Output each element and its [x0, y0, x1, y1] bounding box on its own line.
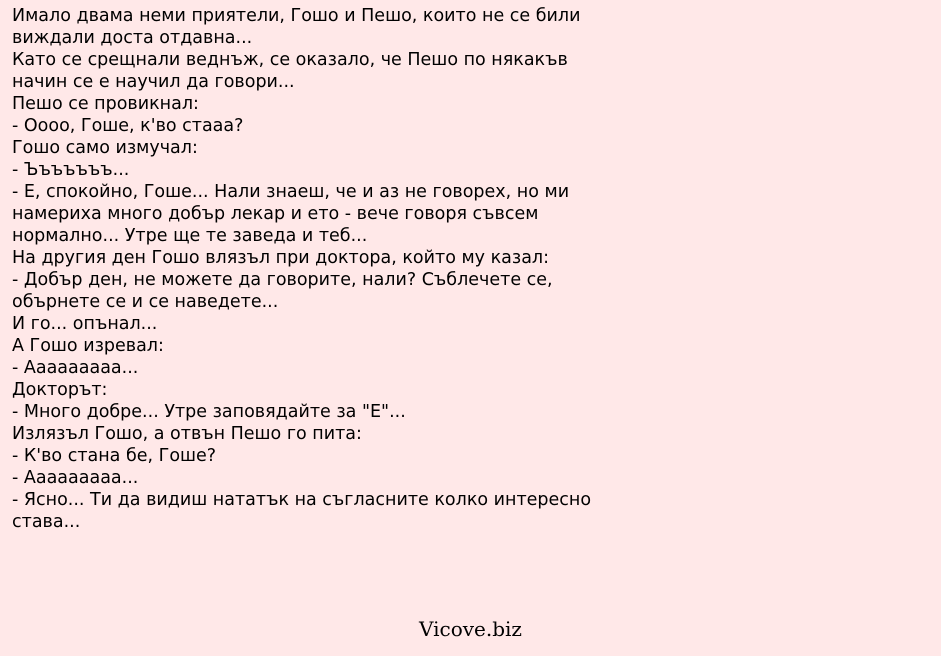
joke-line: - Ъъъъъъъ... — [12, 160, 130, 180]
joke-line: На другия ден Гошо влязъл при доктора, който му казал: — [12, 248, 550, 268]
joke-line: Като се срещнали веднъж, се оказало, че Пешо по някакъв начин се е научил да говори... — [12, 50, 568, 92]
joke-line: - Ааааааааа... — [12, 358, 139, 378]
joke-line: - Ааааааааа... — [12, 468, 139, 488]
joke-line: Докторът: — [12, 380, 108, 400]
joke-line: А Гошо изревал: — [12, 336, 164, 356]
joke-line: - Много добре... Утре заповядайте за "Е"... — [12, 402, 406, 422]
joke-line: Пешо се провикнал: — [12, 94, 199, 114]
joke-line: И го... опънал... — [12, 314, 158, 334]
joke-line: - К'во стана бе, Гоше? — [12, 446, 217, 466]
joke-line: Имало двама неми приятели, Гошо и Пешо, които не се били виждали доста отдавна... — [12, 6, 581, 48]
joke-text — [12, 5, 592, 533]
site-watermark: Vicove.biz — [419, 617, 522, 641]
joke-line: - Оооо, Гоше, к'во стааа? — [12, 116, 244, 136]
joke-line: Гошо само измучал: — [12, 138, 198, 158]
joke-line: Излязъл Гошо, а отвън Пешо го пита: — [12, 424, 362, 444]
joke-line: - Е, спокойно, Гоше... Нали знаеш, че и аз не говорех, но ми намериха много добър лекар и ето - вече говоря съвсем нормално... Утре ще те заведа и теб... — [12, 182, 570, 246]
joke-line: - Ясно... Ти да видиш нататък на съгласните колко интересно става... — [12, 490, 592, 532]
joke-line: - Добър ден, не можете да говорите, нали? Съблечете се, обърнете се и се наведете... — [12, 270, 553, 312]
